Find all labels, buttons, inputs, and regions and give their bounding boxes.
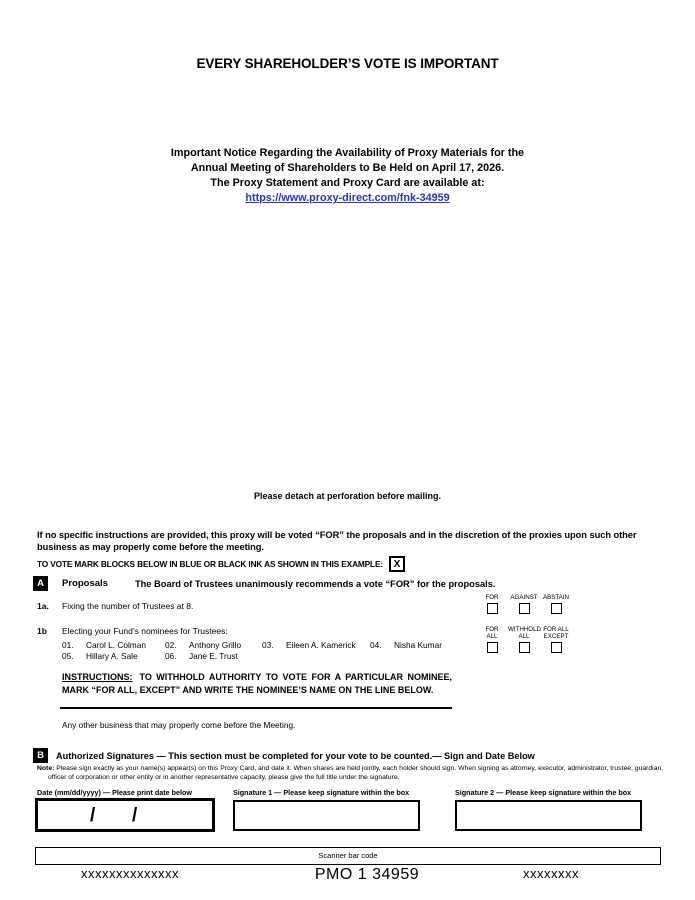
checkbox-1a-against[interactable]: [519, 603, 530, 614]
nominee-name: Nisha Kumar: [394, 640, 442, 650]
checkbox-1b-for-all-except[interactable]: [551, 642, 562, 653]
proposal-1a-text: Fixing the number of Trustees at 8.: [62, 601, 194, 611]
nominee-row-1: [62, 640, 462, 651]
nominee-name: Hillary A. Sale: [86, 651, 138, 661]
nominee-item: [62, 651, 165, 662]
instructions-label: INSTRUCTIONS:: [62, 672, 133, 682]
nominee-name: Anthony Grillo: [189, 640, 242, 650]
proposal-1a-number: 1a.: [37, 601, 49, 611]
date-slash-1: /: [90, 805, 96, 826]
nominee-number: 03.: [262, 640, 274, 650]
instructions-text: TO WITHHOLD AUTHORITY TO VOTE FOR A PARTICULAR NOMINEE, MARK “FOR ALL, EXCEPT” AND WRITE THE NOMINEE’S NAME ON THE LINE BELOW.: [62, 672, 452, 695]
scanner-barcode-box: [35, 847, 661, 865]
nominee-number: 06.: [165, 651, 177, 661]
other-business-text: Any other business that may properly come before the Meeting.: [62, 720, 296, 730]
nominee-name: Carol L. Colman: [86, 640, 146, 650]
example-mark-x: X: [393, 558, 401, 570]
notice-line-3: The Proxy Statement and Proxy Card are available at:: [210, 177, 485, 189]
checkbox-1a-for[interactable]: [487, 603, 498, 614]
signature2-box-label: Signature 2 — Please keep signature within the box: [455, 788, 632, 797]
signature-note: [37, 764, 665, 782]
date-slash-2: /: [132, 805, 138, 826]
scanner-barcode-label: Scanner bar code: [318, 851, 378, 860]
section-a-header: [33, 576, 496, 591]
date-box-label: Date (mm/dd/yyyy) — Please print date below: [37, 788, 192, 797]
mark-blocks-instruction: [37, 556, 457, 572]
proposal-1a-vote-options: [476, 594, 572, 614]
vote-col-for-all-except: [540, 626, 572, 653]
checkbox-1b-withhold-all[interactable]: [519, 642, 530, 653]
nominee-writein-line[interactable]: [60, 707, 452, 709]
section-b-header: [33, 748, 535, 763]
control-code-right: xxxxxxxx: [523, 866, 579, 881]
proposal-1b-number: 1b: [37, 626, 47, 636]
detach-instruction: Please detach at perforation before mailing.: [253, 491, 442, 501]
vote-col-for: [476, 594, 508, 614]
option-label-against: AGAINST: [510, 594, 538, 601]
signature2-box[interactable]: [455, 800, 642, 831]
withhold-instructions: [62, 671, 452, 697]
vote-col-abstain: [540, 594, 572, 614]
proposal-1b-text: Electing your Fund’s nominees for Trustees:: [62, 626, 228, 636]
section-b-badge: B: [33, 748, 48, 763]
nominee-item: [165, 651, 262, 662]
nominee-number: 02.: [165, 640, 177, 650]
nominee-item: [62, 640, 165, 651]
option-label-abstain: ABSTAIN: [542, 594, 569, 601]
example-mark-box: [389, 556, 405, 572]
nominee-item: [165, 640, 262, 651]
note-label: Note:: [37, 765, 55, 772]
section-b-title: Authorized Signatures — This section must be completed for your vote to be counted.— Sign and Date Below: [56, 750, 535, 761]
note-text: Please sign exactly as your name(s) appear(s) on this Proxy Card, and date it. When shares are held jointly, each holder should sign. When signing as attorney, executor, administrator, trustee, guardian, officer of corporation or other entity or in another representative capacity, please give the full title under the signature.: [48, 765, 664, 781]
nominee-number: 01.: [62, 640, 74, 650]
nominee-item: [370, 640, 462, 651]
nominee-item: [262, 640, 370, 651]
section-a-recommendation: The Board of Trustees unanimously recommends a vote “FOR” for the proposals.: [134, 578, 496, 589]
nominee-number: 04.: [370, 640, 382, 650]
proposal-1b-vote-options: [476, 626, 572, 653]
control-code-center: PMO 1 34959: [314, 866, 420, 883]
nominee-list: [62, 640, 462, 662]
signature1-box[interactable]: [233, 800, 420, 831]
option-label-for: FOR: [485, 594, 499, 601]
date-entry-box[interactable]: [35, 798, 215, 832]
vote-col-withhold-all: [508, 626, 540, 653]
checkbox-1a-abstain[interactable]: [551, 603, 562, 614]
vote-col-for-all: [476, 626, 508, 653]
option-label-for-all-except: FOR ALL EXCEPT: [543, 626, 569, 640]
default-vote-notice: If no specific instructions are provided, this proxy will be voted “FOR” the proposals and in the discretion of the proxies upon such other business as may properly come before the meeting.: [37, 530, 637, 552]
checkbox-1b-for-all[interactable]: [487, 642, 498, 653]
section-a-badge: A: [33, 576, 48, 591]
nominee-name: Jane E. Trust: [189, 651, 238, 661]
section-a-title: Proposals: [62, 578, 108, 589]
vote-col-against: [508, 594, 540, 614]
notice-line-1: Important Notice Regarding the Availability of Proxy Materials for the: [170, 147, 525, 159]
control-code-left: xxxxxxxxxxxxxx: [81, 866, 179, 881]
nominee-name: Eileen A. Kamerick: [286, 640, 356, 650]
nominee-row-2: [62, 651, 462, 662]
option-label-withhold-all: WITHHOLD ALL: [508, 626, 541, 640]
availability-notice: [0, 146, 695, 206]
nominee-number: 05.: [62, 651, 74, 661]
proxy-materials-link[interactable]: https://www.proxy-direct.com/fnk-34959: [245, 192, 450, 204]
option-label-for-all: FOR ALL: [485, 626, 499, 640]
signature1-box-label: Signature 1 — Please keep signature within the box: [233, 788, 410, 797]
page-title: EVERY SHAREHOLDER’S VOTE IS IMPORTANT: [196, 56, 499, 71]
notice-line-2: Annual Meeting of Shareholders to Be Held on April 17, 2026.: [190, 162, 505, 174]
mark-blocks-text: TO VOTE MARK BLOCKS BELOW IN BLUE OR BLACK INK AS SHOWN IN THIS EXAMPLE:: [37, 559, 383, 569]
